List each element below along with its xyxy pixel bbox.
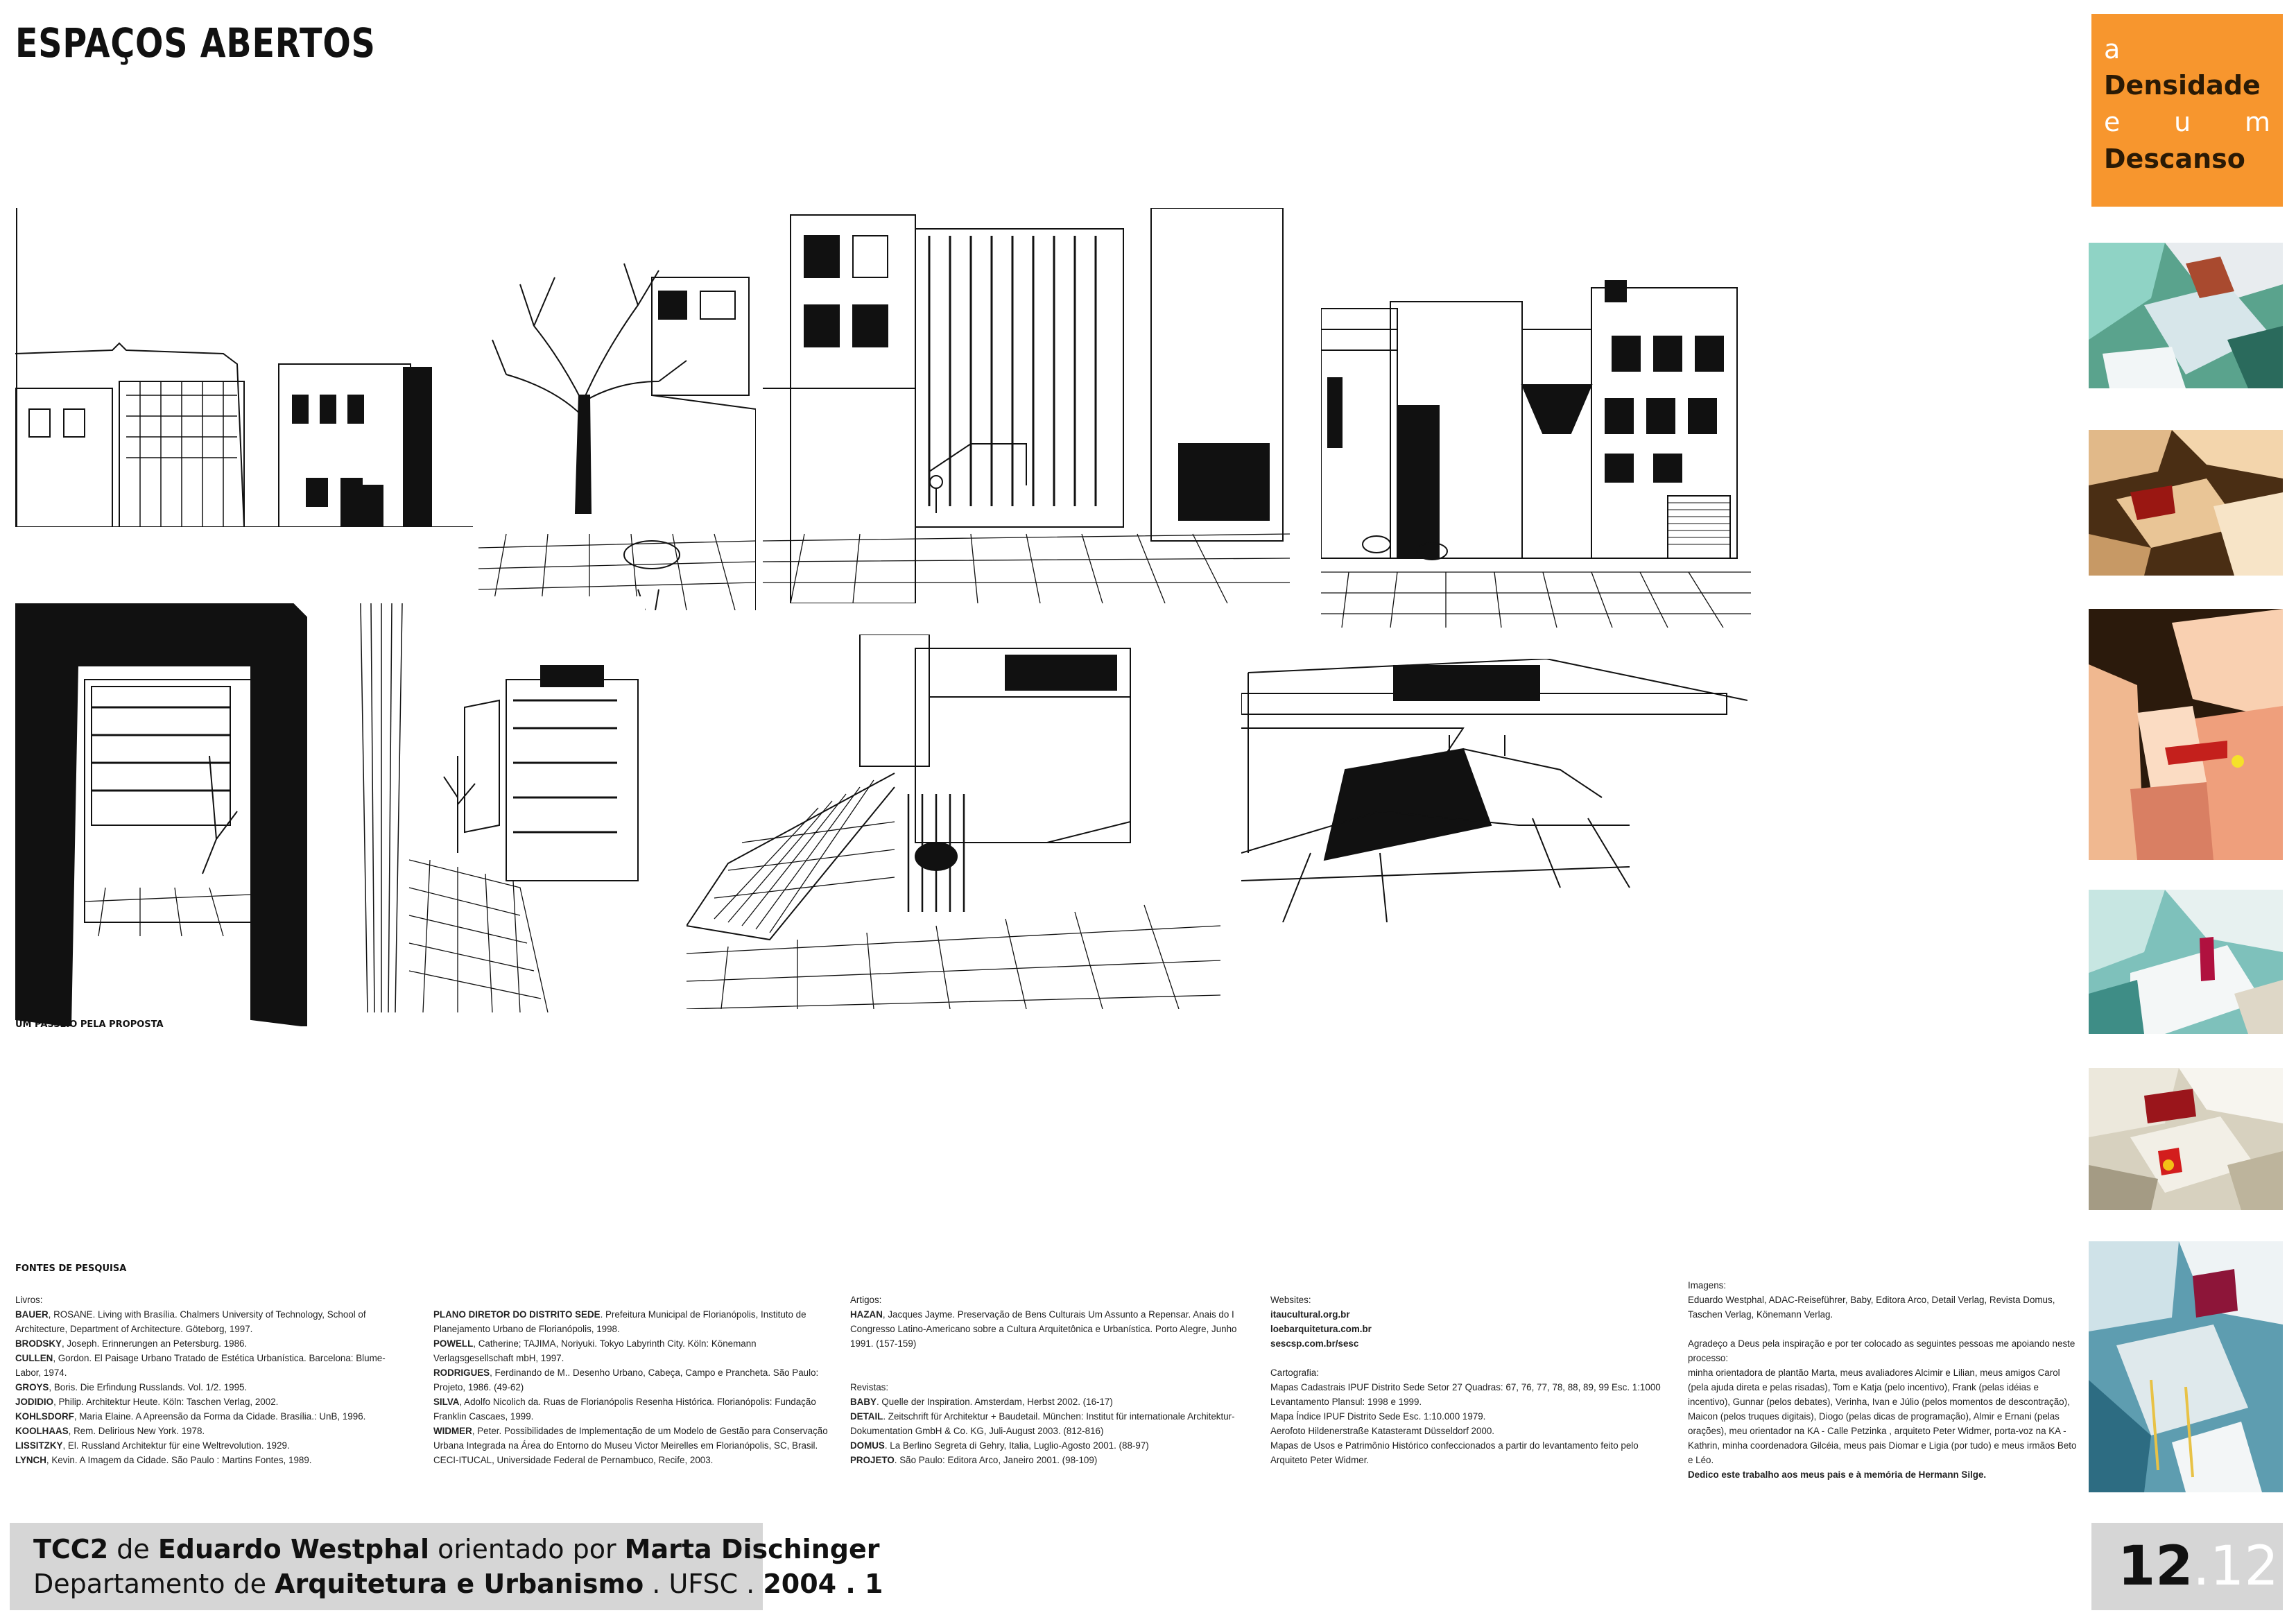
reference-item: LISSITZKY, El. Russland Architektur für eine Weltrevolution. 1929. <box>15 1440 290 1451</box>
model-photo-2 <box>2089 430 2283 576</box>
page-current: 12 <box>2118 1535 2193 1598</box>
acknowledgement-intro: Agradeço a Deus pela inspiração e por ter colocado as seguintes pessoas me apoiando neste processo: <box>1688 1338 2075 1363</box>
sketch-stepped-alley <box>340 596 645 1012</box>
logo-letter-u: u <box>2174 107 2191 137</box>
website-link[interactable]: loebarquitetura.com.br <box>1270 1324 1372 1334</box>
reference-item: RODRIGUES, Ferdinando de M.. Desenho Urbano, Cabeça, Campo e Prancheta. São Paulo: Projeto, 1986. (49-62) <box>433 1368 819 1392</box>
cartography-item: Mapas Cadastrais IPUF Distrito Sede Setor 27 Quadras: 67, 76, 77, 78, 88, 89, 99 Esc. 1:1000 Levantamento Plansul: 1998 e 1999. <box>1270 1382 1661 1407</box>
logo-word-e-um <box>2104 109 2270 135</box>
reference-item: DETAIL. Zeitschrift für Architektur + Baudetail. München: Institut für internationale Architektur-Dokumentation GmbH & Co. KG, Juli-August 2003. (812-816) <box>850 1411 1235 1436</box>
reference-item: GROYS, Boris. Die Erfindung Russlands. Vol. 1/2. 1995. <box>15 1382 248 1392</box>
footer-line-authors: TCC2 de Eduardo Westphal orientado por Marta Dischinger <box>33 1534 880 1564</box>
logo-letter-m: m <box>2244 107 2270 137</box>
acknowledgement-list: minha orientadora de plantão Marta, meus avaliadores Alcimir e Lilian, meus amigos Carol (pela ajuda direta e pelas risadas), Tom e Katja (pelo incentivo), Frank (pelas idéias e incentivo), Gunnar (pelos debates), Verinha, Ivan e Júlio (pelos momentos de descontração), Maicon (pelos truques digitais), Diogo (pelas dicas de programação), Almir e Ernani (pelas orações), meu orientador na KA - Calle Petzinka , arquiteto Peter Widmer, porta-voz na KA - Kathrin, minha coordenadora Gilcéia, meus pais Diomar e Ligia (por tudo) e meus irmãos Beto e Léo. <box>1688 1368 2077 1465</box>
footer-line-department: Departamento de Arquitetura e Urbanismo . UFSC . 2004 . 1 <box>33 1569 883 1599</box>
books-heading: Livros: <box>15 1295 43 1305</box>
reference-item: POWELL, Catherine; TAJIMA, Noriyuki. Tokyo Labyrinth City. Köln: Könemann Verlagsgesellschaft mbH, 1997. <box>433 1338 757 1363</box>
dedication: Dedico este trabalho aos meus pais e à memória de Hermann Silge. <box>1688 1469 1987 1480</box>
website-link[interactable]: itaucultural.org.br <box>1270 1309 1350 1320</box>
model-photo-6 <box>2089 1241 2283 1492</box>
reference-item: WIDMER, Peter. Possibilidades de Implementação de um Modelo de Gestão para Conservação Urbana Integrada na Área do Entorno do Museu Victor Meirelles em Florianópolis, SC, Brasil. CECI-ITUCAL, Universidade Federal de Pernambuco, Recife, 2003. <box>433 1426 828 1465</box>
reference-item: HAZAN, Jacques Jayme. Preservação de Bens Culturais Um Assunto a Repensar. Anais do I Congresso Latino-Americano sobre a Cultura Arquitetônica e Urbanística. Porto Alegre, Junho 1991. (157-159) <box>850 1309 1237 1349</box>
reference-item: PROJETO. São Paulo: Editora Arco, Janeiro 2001. (98-109) <box>850 1455 1098 1465</box>
cartography-heading: Cartografia: <box>1270 1368 1319 1378</box>
images-sources: Eduardo Westphal, ADAC-Reiseführer, Baby, Editora Arco, Detail Verlag, Revista Domus, Taschen Verlag, Könemann Verlag. <box>1688 1295 2055 1320</box>
sketch-portal-frame <box>15 603 334 1026</box>
websites-heading: Websites: <box>1270 1295 1311 1305</box>
cartography-item: Mapa Índice IPUF Distrito Sede Esc. 1:10.000 1979. <box>1270 1411 1486 1422</box>
page-total: .12 <box>2193 1535 2279 1598</box>
sketch-building-steps <box>763 208 1290 603</box>
reference-item: JODIDIO, Philip. Architektur Heute. Köln: Taschen Verlag, 2002. <box>15 1397 279 1407</box>
sketch-staircase <box>687 635 1220 1009</box>
magazines-heading: Revistas: <box>850 1382 889 1392</box>
sketch-bridge-crossing <box>1241 659 1747 922</box>
reference-item: BABY. Quelle der Inspiration. Amsterdam, Herbst 2002. (16-17) <box>850 1397 1113 1407</box>
project-logo <box>2091 14 2283 207</box>
page-number <box>2091 1523 2283 1610</box>
reference-item: LYNCH, Kevin. A Imagem da Cidade. São Paulo : Martins Fontes, 1989. <box>15 1455 312 1465</box>
logo-word-descanso: Descanso <box>2104 144 2245 174</box>
cartography-item: Mapas de Usos e Patrimônio Histórico confeccionados a partir do levantamento feito pelo Arquiteto Peter Widmer. <box>1270 1440 1639 1465</box>
page-title: ESPAÇOS ABERTOS <box>15 19 376 67</box>
footer-credits <box>10 1523 883 1610</box>
model-photo-1 <box>2089 243 2283 388</box>
references-books-column <box>15 1293 411 1467</box>
reference-item: BAUER, ROSANE. Living with Brasília. Chalmers University of Technology, School of Architecture, Department of Architecture. Göteborg, 1997. <box>15 1309 366 1334</box>
references-web-column <box>1270 1293 1666 1467</box>
reference-item: SILVA, Adolfo Nicolich da. Ruas de Florianópolis Resenha Histórica. Florianópolis: Fundação Franklin Cascaes, 1999. <box>433 1397 816 1422</box>
reference-item: DOMUS. La Berlino Segreta di Gehry, Italia, Luglio-Agosto 2001. (88-97) <box>850 1440 1149 1451</box>
logo-word-densidade: Densidade <box>2104 70 2261 101</box>
logo-word-a: a <box>2104 34 2121 64</box>
sketch-street-facades <box>15 208 473 527</box>
model-photo-3 <box>2089 609 2283 860</box>
sketch-tree-square <box>478 222 756 610</box>
reference-item: KOOLHAAS, Rem. Delirious New York. 1978. <box>15 1426 205 1436</box>
sources-title: FONTES DE PESQUISA <box>15 1263 127 1274</box>
website-link[interactable]: sescsp.com.br/sesc <box>1270 1338 1359 1349</box>
reference-item: CULLEN, Gordon. El Paisage Urbano Tratado de Estética Urbanística. Barcelona: Blume-Labor, 1974. <box>15 1353 386 1378</box>
model-photo-5 <box>2089 1068 2283 1210</box>
cartography-item: Aerofoto Hildenerstraße Katasteramt Düsseldorf 2000. <box>1270 1426 1495 1436</box>
references-images-column <box>1688 1278 2083 1482</box>
reference-item: KOHLSDORF, Maria Elaine. A Apreensão da Forma da Cidade. Brasília.: UnB, 1996. <box>15 1411 366 1422</box>
articles-heading: Artigos: <box>850 1295 882 1305</box>
sketches-caption: UM PASSEIO PELA PROPOSTA <box>15 1019 164 1030</box>
references-books-column-2 <box>433 1293 829 1467</box>
logo-letter-e: e <box>2104 107 2121 137</box>
images-heading: Imagens: <box>1688 1280 1727 1291</box>
sketch-passage-tables <box>1321 260 1751 628</box>
reference-item: BRODSKY, Joseph. Erinnerungen an Petersburg. 1986. <box>15 1338 248 1349</box>
references-articles-column <box>850 1293 1245 1467</box>
reference-item: PLANO DIRETOR DO DISTRITO SEDE. Prefeitura Municipal de Florianópolis, Instituto de Planejamento Urbano de Florianópolis, 1998. <box>433 1309 806 1334</box>
model-photo-4 <box>2089 890 2283 1034</box>
